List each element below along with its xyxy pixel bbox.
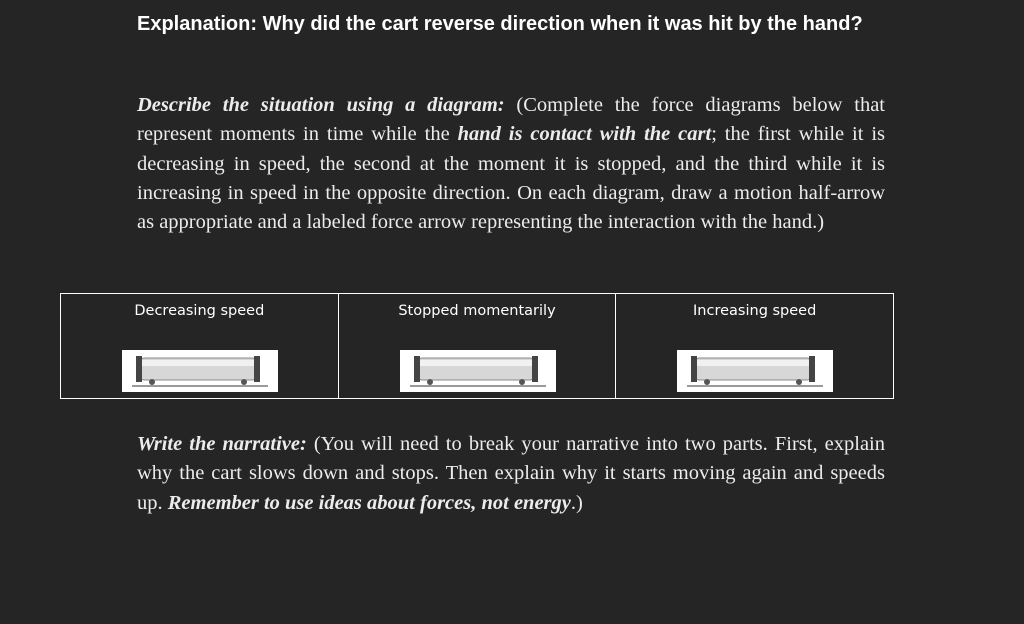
narrative-lead: Write the narrative: — [137, 433, 307, 455]
diagram-cell-increasing[interactable] — [616, 294, 893, 398]
cart-icon — [122, 350, 278, 392]
narrative-text-2: .) — [570, 491, 583, 514]
describe-lead: Describe the situation using a diagram: — [137, 94, 505, 116]
describe-emphasis: hand is contact with the cart — [457, 123, 712, 146]
diagram-label-decreasing: Decreasing speed — [134, 303, 265, 319]
diagram-label-increasing: Increasing speed — [693, 303, 817, 319]
diagram-cell-decreasing[interactable] — [61, 294, 339, 398]
force-diagram-table — [60, 293, 894, 399]
describe-text-1: (Complete the force diagrams below that represent moments in time while the — [137, 94, 885, 146]
cart-icon — [400, 350, 556, 392]
narrative-paragraph — [137, 430, 885, 518]
diagram-label-stopped: Stopped momentarily — [398, 303, 556, 319]
cart-icon — [677, 350, 833, 392]
describe-paragraph — [137, 91, 885, 237]
question-heading: Explanation: Why did the cart reverse direction when it was hit by the hand? — [137, 13, 863, 35]
narrative-text-1: (You will need to break your narrative into two parts. First, explain why the cart slows down and stops. Then explain why it starts moving again and speeds up. — [137, 433, 885, 514]
narrative-emphasis: Remember to use ideas about forces, not energy — [167, 491, 571, 514]
describe-text-2: ; the first while it is decreasing in speed, the second at the moment it is stopped, and the third while it is increasing in speed in the opposite direction. On each diagram, draw a motion half-arrow as appropriate and a labeled force arrow representing the interaction with the hand.) — [137, 123, 885, 234]
diagram-cell-stopped[interactable] — [339, 294, 617, 398]
